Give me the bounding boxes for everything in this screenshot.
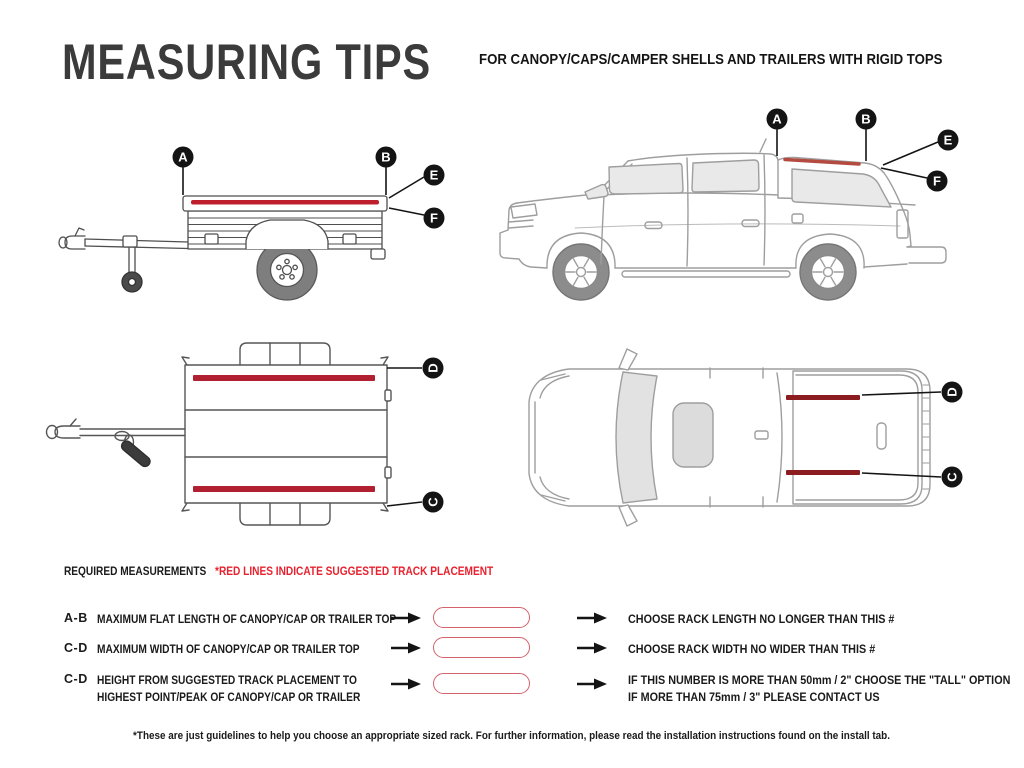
measurement-guidance: CHOOSE RACK WIDTH NO WIDER THAN THIS #	[628, 642, 876, 656]
svg-text:C: C	[425, 497, 441, 507]
footer-note: *These are just guidelines to help you choose an appropriate sized rack. For further information, please read the installation instructions found on the install tab.	[133, 730, 891, 742]
trailer-top-artwork	[47, 343, 392, 525]
svg-text:A: A	[178, 149, 188, 165]
red-lines-note: *RED LINES INDICATE SUGGESTED TRACK PLACEMENT	[215, 566, 494, 578]
page-title: MEASURING TIPS	[62, 34, 432, 90]
measurement-key-cd: C-D	[64, 641, 88, 655]
callout-f	[881, 168, 948, 192]
measurement-description: MAXIMUM FLAT LENGTH OF CANOPY/CAP OR TRAILER TOP	[97, 612, 397, 626]
truck-top-artwork	[529, 349, 930, 526]
arrow-right-icon	[577, 678, 607, 690]
footer-note-row	[0, 726, 1024, 744]
svg-text:F: F	[430, 210, 438, 226]
required-measurements-label: REQUIRED MEASUREMENTS	[64, 566, 207, 578]
svg-text:D: D	[944, 387, 960, 397]
measurement-guidance: IF THIS NUMBER IS MORE THAN 50mm / 2" CHOOSE THE "TALL" OPTION IF MORE THAN 75mm / 3" PLEASE CONTACT US	[628, 673, 1011, 704]
track-placement-line	[786, 395, 860, 400]
svg-text:F: F	[933, 173, 941, 189]
arrow-right-icon	[577, 642, 607, 654]
svg-text:C: C	[944, 472, 960, 482]
svg-text:B: B	[381, 149, 391, 165]
truck-side-artwork	[500, 139, 946, 300]
trailer-side-view-diagram	[55, 115, 475, 330]
callout-d	[387, 358, 444, 379]
truck-canopy-top-view-diagram	[505, 340, 975, 545]
track-placement-line	[191, 200, 379, 205]
measurement-key-ab: A-B	[64, 611, 88, 625]
arrow-right-icon	[391, 612, 421, 624]
callout-b	[376, 147, 397, 196]
callout-e	[389, 165, 445, 199]
measurement-key-cd2: C-D	[64, 672, 88, 686]
callout-a	[173, 147, 194, 196]
track-placement-line	[785, 160, 859, 165]
callout-f	[389, 208, 445, 229]
callout-b	[856, 109, 877, 162]
svg-text:D: D	[425, 363, 441, 373]
measurement-blank-field[interactable]	[433, 637, 530, 658]
callout-a	[767, 109, 788, 157]
arrow-right-icon	[391, 678, 421, 690]
track-placement-line	[786, 470, 860, 475]
arrow-right-icon	[577, 612, 607, 624]
trailer-side-artwork	[59, 196, 387, 300]
page-subtitle: FOR CANOPY/CAPS/CAMPER SHELLS AND TRAILERS WITH RIGID TOPS	[479, 51, 943, 68]
trailer-top-view-diagram	[30, 330, 480, 555]
svg-text:E: E	[943, 132, 953, 148]
measurement-guidance: CHOOSE RACK LENGTH NO LONGER THAN THIS #	[628, 612, 895, 626]
svg-text:E: E	[429, 167, 439, 183]
measurement-blank-field[interactable]	[433, 607, 530, 628]
callout-c	[387, 492, 444, 513]
measurement-description: HEIGHT FROM SUGGESTED TRACK PLACEMENT TO HIGHEST POINT/PEAK OF CANOPY/CAP OR TRAILER	[97, 673, 361, 704]
track-placement-line	[193, 486, 375, 492]
notes-row	[64, 566, 493, 578]
svg-text:B: B	[861, 111, 871, 127]
svg-text:A: A	[772, 111, 782, 127]
track-placement-line	[193, 375, 375, 381]
arrow-right-icon	[391, 642, 421, 654]
truck-canopy-side-view-diagram	[495, 95, 975, 325]
callout-e	[883, 130, 959, 166]
measurement-blank-field[interactable]	[433, 673, 530, 694]
measurement-description: MAXIMUM WIDTH OF CANOPY/CAP OR TRAILER TOP	[97, 642, 360, 656]
